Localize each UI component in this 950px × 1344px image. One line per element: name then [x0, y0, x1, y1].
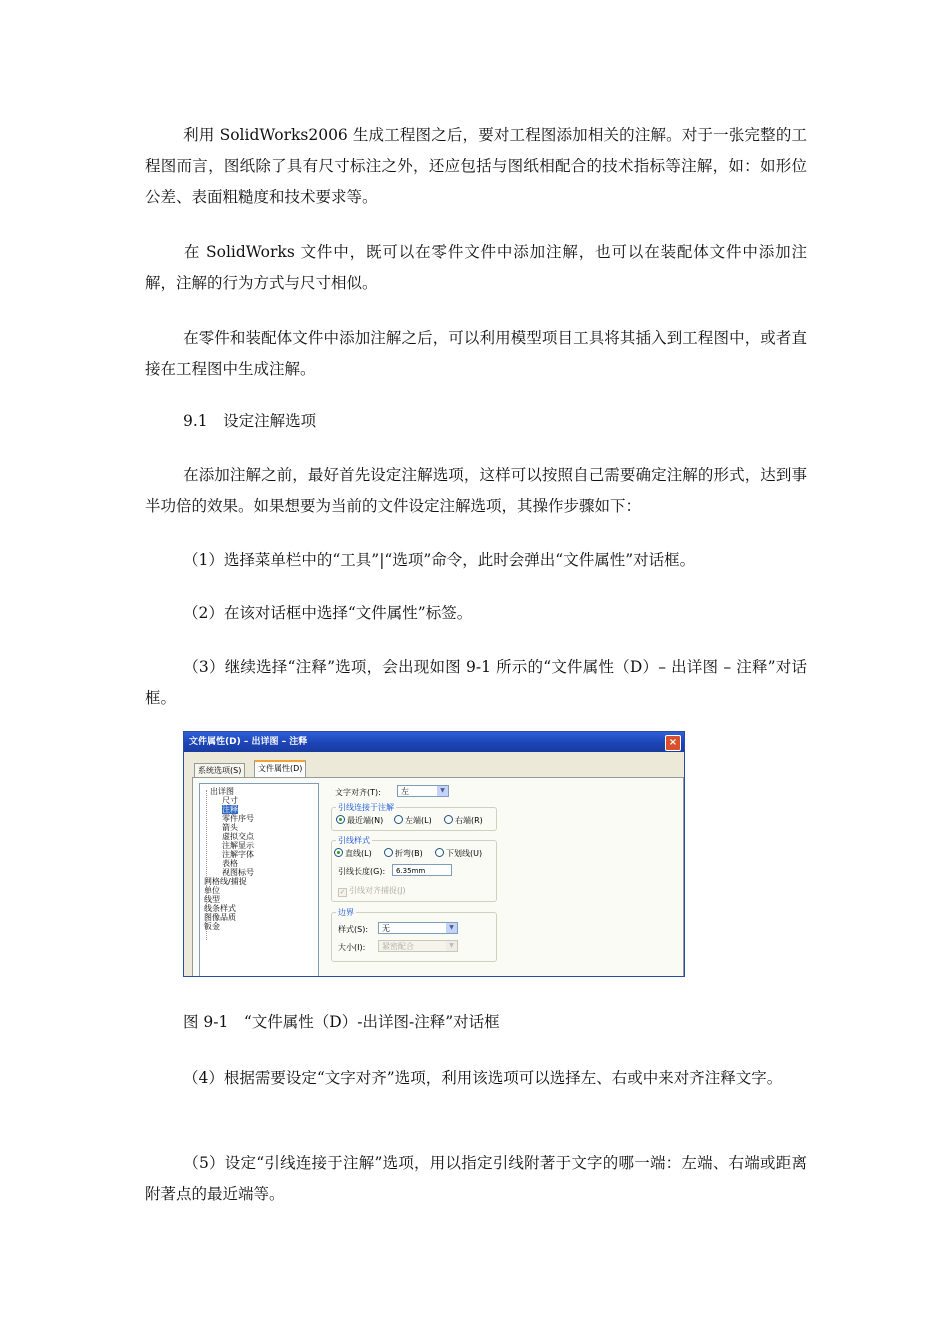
section-heading: 9.1 设定注解选项: [183, 412, 317, 430]
chevron-down-icon: ▼: [446, 923, 457, 933]
radio-left-end[interactable]: 左端(L): [394, 815, 432, 826]
border-size-label: 大小(I):: [338, 943, 366, 952]
paragraph-solidworks-files: 在 SolidWorks 文件中，既可以在零件文件中添加注解，也可以在装配体文件中添加注解，注解的行为方式与尺寸相似。: [145, 243, 807, 292]
step-5: （5）设定“引线连接于注解”选项，用以指定引线附著于文字的哪一端：左端、右端或距离附著点的最近端等。: [145, 1154, 807, 1203]
text-align-select[interactable]: [397, 785, 449, 797]
figure-dialog-screenshot: [183, 731, 685, 977]
paragraph-before-adding: 在添加注解之前，最好首先设定注解选项，这样可以按照自己需要确定注解的形式，达到事半功倍的效果。如果想要为当前的文件设定注解选项，其操作步骤如下：: [145, 466, 807, 515]
leader-length-label: 引线长度(G):: [338, 867, 386, 876]
chevron-down-icon: ▼: [446, 941, 457, 951]
tree-item-virtual-sharps[interactable]: 虚拟交点: [222, 832, 254, 841]
figure-caption: 图 9-1 “文件属性（D）-出详图-注释”对话框: [183, 1013, 500, 1031]
border-style-value: 无: [382, 924, 390, 933]
tree-item-dimensions[interactable]: 尺寸: [222, 796, 238, 805]
tree-item-sheet-metal[interactable]: 钣金: [204, 922, 220, 931]
leader-length-input[interactable]: 6.35mm: [392, 864, 452, 876]
tab-system-options[interactable]: 系统选项(S): [194, 763, 245, 778]
leader-attach-title: 引线连接于注解: [338, 803, 394, 812]
options-tree: [199, 783, 319, 977]
border-title: 边界: [338, 908, 354, 917]
leader-align-snap-checkbox[interactable]: ✓ 引线对齐捕捉(J): [339, 886, 406, 896]
radio-nearest-end[interactable]: 最近端(N): [336, 815, 383, 826]
step-3: （3）继续选择“注释”选项，会出现如图 9-1 所示的“文件属性（D）– 出详图 – 注释”对话框。: [145, 658, 807, 707]
tree-item-image-quality[interactable]: 图像品质: [204, 913, 236, 922]
tree-item-annotations-display[interactable]: 注解显示: [222, 841, 254, 850]
border-group: [331, 908, 497, 962]
step-4: （4）根据需要设定“文字对齐”选项，利用该选项可以选择左、右或中来对齐注释文字。: [183, 1069, 783, 1087]
tree-item-notes[interactable]: 注释: [222, 805, 238, 814]
radio-right-end[interactable]: 右端(R): [444, 815, 483, 826]
tree-item-annotations-font[interactable]: 注解字体: [222, 850, 254, 859]
paragraph-insert-annotations: 在零件和装配体文件中添加注解之后，可以利用模型项目工具将其插入到工程图中，或者直接在工程图中生成注解。: [145, 329, 807, 378]
dialog-titlebar: [184, 732, 684, 752]
intro-paragraph: 利用 SolidWorks2006 生成工程图之后，要对工程图添加相关的注解。对于一张完整的工程图而言，图纸除了具有尺寸标注之外，还应包括与图纸相配合的技术指标等注解，如：如形位公差、表面粗糙度和技术要求等。: [145, 126, 807, 206]
tree-item-balloons[interactable]: 零件序号: [222, 814, 254, 823]
close-icon[interactable]: ×: [665, 735, 681, 751]
tree-item-line-style[interactable]: 线条样式: [204, 904, 236, 913]
radio-straight[interactable]: 直线(L): [334, 848, 372, 859]
options-panel: [192, 777, 684, 977]
tree-item-units[interactable]: 单位: [204, 886, 220, 895]
tree-item-line-font[interactable]: 线型: [204, 895, 220, 904]
border-size-select[interactable]: [378, 940, 458, 952]
step-2: （2）在该对话框中选择“文件属性”标签。: [183, 604, 473, 622]
dialog-title: 文件属性(D) – 出详图 – 注释: [189, 737, 308, 747]
text-align-value: 左: [401, 787, 409, 796]
tree-item-view-labels[interactable]: 视图标号: [222, 868, 254, 877]
tab-document-properties[interactable]: 文件属性(D): [254, 760, 306, 779]
chevron-down-icon: ▼: [437, 786, 448, 796]
leader-style-group: [331, 836, 497, 902]
border-style-select[interactable]: [378, 922, 458, 934]
step-1: （1）选择菜单栏中的“工具”|“选项”命令，此时会弹出“文件属性”对话框。: [183, 551, 696, 569]
tree-item-detailing[interactable]: 出详图: [210, 787, 234, 796]
tree-item-tables[interactable]: 表格: [222, 859, 238, 868]
border-style-label: 样式(S):: [338, 925, 369, 934]
leader-style-title: 引线样式: [338, 836, 370, 845]
radio-underlined[interactable]: 下划线(U): [435, 848, 482, 859]
tree-item-arrows[interactable]: 箭头: [222, 823, 238, 832]
border-size-value: 紧密配合: [382, 942, 414, 951]
tree-item-grid-snap[interactable]: 网格线/捕捉: [204, 877, 247, 886]
radio-bent[interactable]: 折弯(B): [384, 848, 423, 859]
text-align-label: 文字对齐(T):: [335, 788, 381, 797]
leader-attach-group: [331, 803, 497, 831]
